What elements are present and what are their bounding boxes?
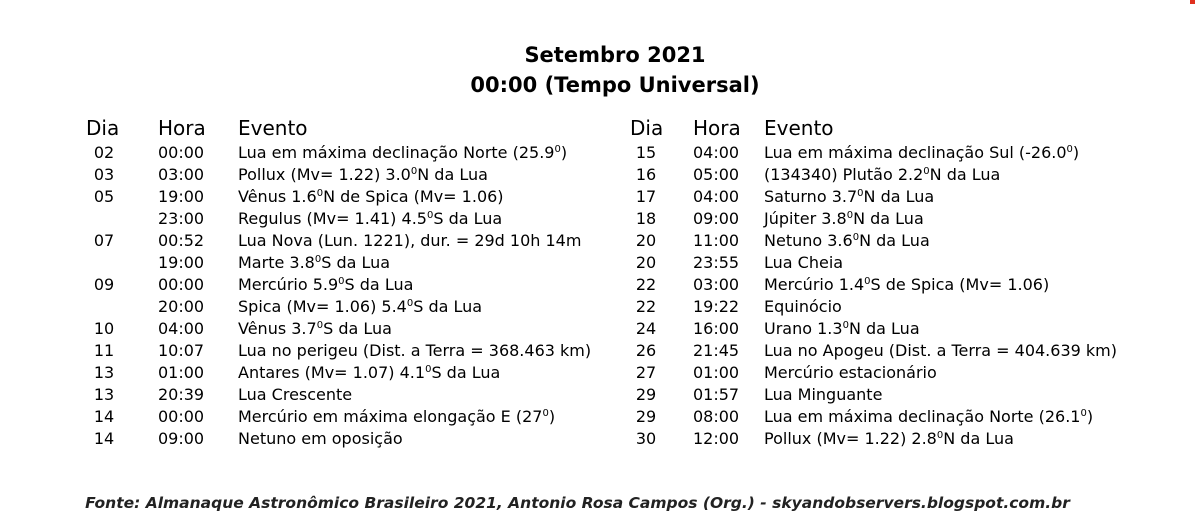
degree-superscript: 0 <box>936 430 944 441</box>
cell-evento <box>764 319 920 338</box>
evento-text: Netuno em oposição <box>238 429 403 448</box>
cell-dia: 16 <box>635 165 657 184</box>
evento-text-suffix: S da Lua <box>344 275 414 294</box>
evento-text: Lua em máxima declinação Norte (25.9 <box>238 143 555 162</box>
cell-evento <box>764 407 1093 426</box>
degree-superscript: 0 <box>864 276 871 287</box>
degree-superscript: 0 <box>406 298 414 309</box>
cell-dia: 13 <box>93 363 115 382</box>
evento-text: Mercúrio 1.4 <box>764 275 865 294</box>
cell-dia: 29 <box>635 407 657 426</box>
source-footer: Fonte: Almanaque Astronômico Brasileiro 2021, Antonio Rosa Campos (Org.) - skyandobservers.blogspot.com.br <box>85 494 1070 512</box>
cell-hora: 16:00 <box>693 319 740 338</box>
header-hora: Hora <box>693 116 741 140</box>
cell-evento <box>764 253 843 272</box>
degree-superscript: 0 <box>316 320 324 331</box>
cell-dia: 11 <box>93 341 115 360</box>
cell-dia: 03 <box>93 165 115 184</box>
cell-hora: 20:39 <box>158 385 205 404</box>
cell-hora: 04:00 <box>158 319 205 338</box>
evento-text: Lua Nova (Lun. 1221), dur. = 29d 10h 14m <box>238 231 582 250</box>
cell-evento <box>238 231 581 250</box>
cell-hora: 01:00 <box>158 363 205 382</box>
evento-text: Lua no perigeu (Dist. a Terra = 368.463 km) <box>238 341 592 360</box>
header-evento: Evento <box>238 116 308 140</box>
evento-text: Vênus 1.6 <box>238 187 317 206</box>
cell-evento <box>764 297 842 316</box>
cell-hora: 09:00 <box>693 209 740 228</box>
degree-superscript: 0 <box>425 364 432 375</box>
evento-text-suffix: ) <box>1086 407 1094 426</box>
degree-superscript: 0 <box>923 166 930 177</box>
evento-text: (134340) Plutão 2.2 <box>764 165 924 184</box>
evento-text-suffix: ) <box>560 143 568 162</box>
evento-text-suffix: N da Lua <box>863 187 935 206</box>
cell-dia: 24 <box>635 319 657 338</box>
cell-evento <box>764 429 1014 448</box>
evento-text: Netuno 3.6 <box>764 231 853 250</box>
evento-text: Marte 3.8 <box>238 253 315 272</box>
cell-dia: 22 <box>635 275 657 294</box>
evento-text: Lua em máxima declinação Norte (26.1 <box>764 407 1081 426</box>
cell-evento <box>764 165 1000 184</box>
cell-dia: 18 <box>635 209 657 228</box>
evento-text-suffix: N da Lua <box>929 165 1001 184</box>
evento-text: Pollux (Mv= 1.22) 3.0 <box>238 165 411 184</box>
degree-superscript: 0 <box>842 320 849 331</box>
evento-text-suffix: S da Lua <box>321 253 391 272</box>
cell-dia: 14 <box>93 407 115 426</box>
evento-text-suffix: ) <box>1072 143 1080 162</box>
cell-hora: 01:00 <box>693 363 740 382</box>
degree-superscript: 0 <box>857 188 864 199</box>
cell-hora: 00:00 <box>158 275 205 294</box>
cell-hora: 03:00 <box>693 275 740 294</box>
cell-evento <box>238 275 413 294</box>
header-evento: Evento <box>764 116 834 140</box>
cell-dia: 07 <box>93 231 115 250</box>
degree-superscript: 0 <box>542 408 549 419</box>
cell-hora: 21:45 <box>693 341 740 360</box>
evento-text: Lua no Apogeu (Dist. a Terra = 404.639 km) <box>764 341 1117 360</box>
cell-evento <box>238 319 392 338</box>
cell-dia: 27 <box>635 363 657 382</box>
cell-dia: 20 <box>635 253 657 272</box>
cell-hora: 19:00 <box>158 253 205 272</box>
evento-text-suffix: N de Spica (Mv= 1.06) <box>323 187 504 206</box>
red-corner-mark <box>1190 0 1195 4</box>
degree-superscript: 0 <box>410 166 418 177</box>
cell-dia: 09 <box>93 275 115 294</box>
evento-text-suffix: S de Spica (Mv= 1.06) <box>870 275 1050 294</box>
evento-text-suffix: S da Lua <box>323 319 392 338</box>
header-dia: Dia <box>86 116 120 140</box>
cell-evento <box>764 143 1079 162</box>
cell-evento <box>764 187 934 206</box>
page-title: Setembro 2021 <box>524 43 706 67</box>
cell-evento <box>238 143 567 162</box>
cell-hora: 23:00 <box>158 209 205 228</box>
cell-evento <box>238 253 390 272</box>
header-dia: Dia <box>630 116 664 140</box>
cell-evento <box>764 363 937 382</box>
cell-hora: 19:00 <box>158 187 205 206</box>
evento-text: Júpiter 3.8 <box>764 209 847 228</box>
evento-text-suffix: N da Lua <box>853 209 924 228</box>
evento-text: Mercúrio estacionário <box>764 363 937 382</box>
evento-text: Lua Minguante <box>764 385 883 404</box>
degree-superscript: 0 <box>1080 408 1087 419</box>
degree-superscript: 0 <box>554 144 561 155</box>
cell-hora: 09:00 <box>158 429 205 448</box>
cell-hora: 11:00 <box>693 231 740 250</box>
cell-evento <box>764 275 1049 294</box>
cell-dia: 13 <box>93 385 115 404</box>
cell-evento <box>764 209 924 228</box>
evento-text: Lua Cheia <box>764 253 844 272</box>
evento-text: Equinócio <box>764 297 842 316</box>
evento-text-suffix: ) <box>548 407 556 426</box>
evento-text-suffix: S da Lua <box>431 363 501 382</box>
cell-dia: 15 <box>635 143 657 162</box>
cell-hora: 01:57 <box>693 385 740 404</box>
cell-hora: 00:00 <box>158 407 205 426</box>
cell-evento <box>238 407 555 426</box>
cell-hora: 05:00 <box>693 165 740 184</box>
evento-text-suffix: N da Lua <box>859 231 930 250</box>
degree-superscript: 0 <box>852 232 860 243</box>
cell-hora: 00:00 <box>158 143 205 162</box>
cell-hora: 20:00 <box>158 297 205 316</box>
cell-evento <box>238 209 502 228</box>
cell-dia: 22 <box>635 297 657 316</box>
evento-text-suffix: N da Lua <box>848 319 920 338</box>
cell-hora: 12:00 <box>693 429 740 448</box>
evento-text: Pollux (Mv= 1.22) 2.8 <box>764 429 937 448</box>
evento-text: Saturno 3.7 <box>764 187 858 206</box>
cell-evento <box>238 341 591 360</box>
cell-evento <box>238 187 504 206</box>
cell-evento <box>764 341 1117 360</box>
header-hora: Hora <box>158 116 206 140</box>
cell-dia: 05 <box>93 187 115 206</box>
cell-evento <box>238 165 488 184</box>
evento-text-suffix: S da Lua <box>413 297 483 316</box>
page-subtitle: 00:00 (Tempo Universal) <box>470 73 760 97</box>
degree-superscript: 0 <box>1066 144 1073 155</box>
cell-dia: 20 <box>635 231 657 250</box>
evento-text: Vênus 3.7 <box>238 319 317 338</box>
cell-dia: 30 <box>635 429 657 448</box>
cell-hora: 00:52 <box>158 231 205 250</box>
cell-evento <box>238 429 403 448</box>
cell-dia: 10 <box>93 319 115 338</box>
evento-text: Urano 1.3 <box>764 319 843 338</box>
evento-text: Spica (Mv= 1.06) 5.4 <box>238 297 407 316</box>
degree-superscript: 0 <box>316 188 324 199</box>
degree-superscript: 0 <box>846 210 854 221</box>
cell-dia: 29 <box>635 385 657 404</box>
evento-text-suffix: N da Lua <box>417 165 488 184</box>
evento-text: Regulus (Mv= 1.41) 4.5 <box>238 209 427 228</box>
cell-hora: 04:00 <box>693 187 740 206</box>
evento-text: Mercúrio em máxima elongação E (27 <box>238 407 543 426</box>
cell-dia: 17 <box>635 187 657 206</box>
cell-evento <box>764 385 882 404</box>
cell-hora: 08:00 <box>693 407 740 426</box>
cell-hora: 03:00 <box>158 165 205 184</box>
cell-hora: 23:55 <box>693 253 740 272</box>
degree-superscript: 0 <box>314 254 322 265</box>
cell-evento <box>238 363 500 382</box>
cell-dia: 02 <box>93 143 115 162</box>
cell-hora: 04:00 <box>693 143 740 162</box>
cell-dia: 26 <box>635 341 657 360</box>
cell-evento <box>764 231 930 250</box>
evento-text-suffix: N da Lua <box>943 429 1014 448</box>
evento-text-suffix: S da Lua <box>433 209 503 228</box>
evento-text: Mercúrio 5.9 <box>238 275 339 294</box>
degree-superscript: 0 <box>338 276 345 287</box>
degree-superscript: 0 <box>426 210 434 221</box>
evento-text: Lua Crescente <box>238 385 353 404</box>
evento-text: Antares (Mv= 1.07) 4.1 <box>238 363 426 382</box>
evento-text: Lua em máxima declinação Sul (-26.0 <box>764 143 1067 162</box>
cell-hora: 10:07 <box>158 341 205 360</box>
cell-dia: 14 <box>93 429 115 448</box>
cell-evento <box>238 297 482 316</box>
cell-hora: 19:22 <box>693 297 740 316</box>
cell-evento <box>238 385 352 404</box>
